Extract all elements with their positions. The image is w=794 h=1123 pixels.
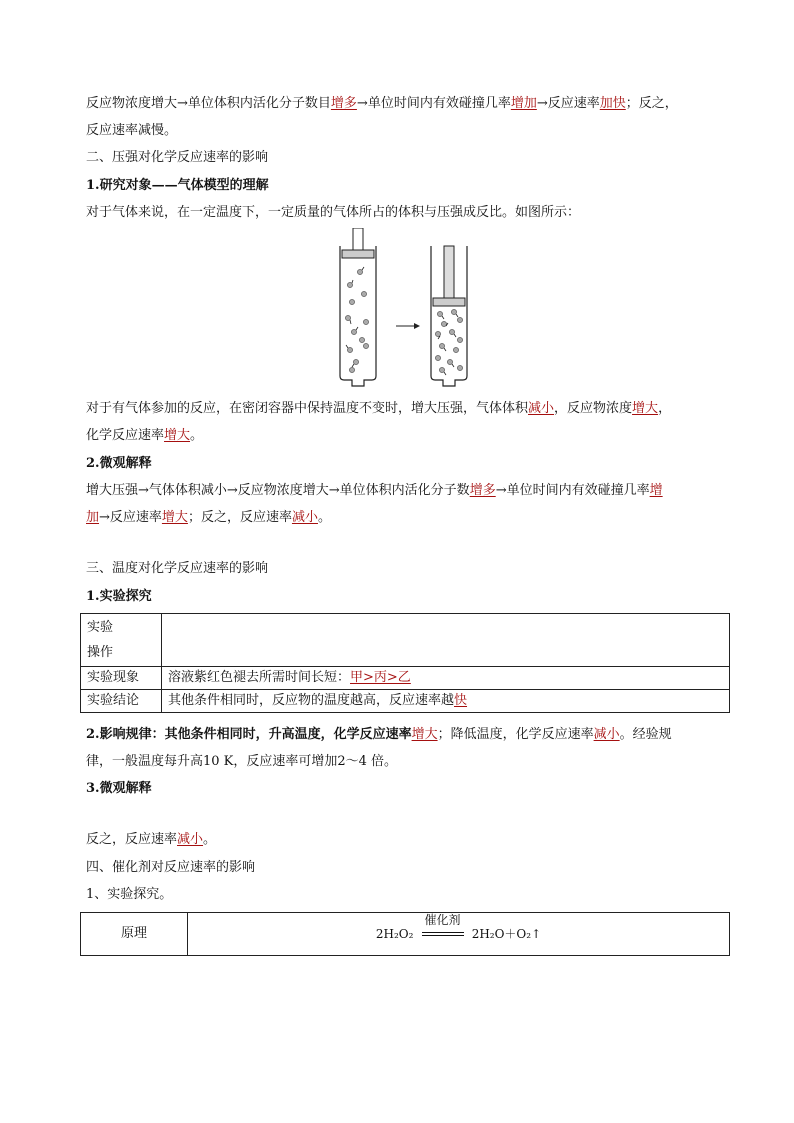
- table-row: [81, 690, 730, 713]
- answer-blank: 增大: [161, 510, 188, 525]
- answer-blank: 增: [649, 483, 663, 498]
- subheading-micro-explanation: 2.微观解释: [86, 456, 152, 471]
- pressure-effect-line1: 对于有气体参加的反应，在密闭容器中保持温度不变时，增大压强，气体体积减小，反应物浓度增大，: [86, 401, 672, 416]
- micro-explanation-line1: 增大压强→气体体积减小→反应物浓度增大→单位体积内活化分子数增多→单位时间内有效碰撞几率增: [86, 483, 663, 498]
- catalyst-label: 催化剂: [424, 913, 461, 927]
- cylinder-high-pressure: [431, 246, 467, 386]
- table-value-phenomenon: 溶液紫红色褪去所需时间长短：甲>丙>乙: [162, 667, 730, 690]
- answer-blank: 加快: [599, 96, 626, 111]
- answer-blank: 减小: [593, 727, 620, 742]
- table-row: [81, 614, 730, 667]
- answer-blank: 增大: [164, 428, 191, 443]
- answer-blank: 增加: [510, 96, 537, 111]
- paragraph-concentration: 反应物浓度增大→单位体积内活化分子数目增多→单位时间内有效碰撞几率增加→反应速率加快；反之，: [86, 96, 678, 111]
- answer-blank: 快: [454, 693, 468, 708]
- micro-explanation-line2: 加→反应速率增大；反之，反应速率减小。: [86, 510, 331, 525]
- gas-piston-diagram: [330, 228, 470, 390]
- temperature-rule-line1: 2.影响规律：其他条件相同时，升高温度，化学反应速率增大；降低温度，化学反应速率减小。经验规: [86, 727, 672, 742]
- section-title-pressure: 二、压强对化学反应速率的影响: [86, 150, 269, 165]
- temperature-rule-line2: 律，一般温度每升高10 K，反应速率可增加2～4 倍。: [86, 754, 398, 769]
- answer-blank: 加: [86, 510, 100, 525]
- subheading-catalyst-experiment: 1、实验探究。: [86, 887, 173, 902]
- answer-blank: 增多: [469, 483, 496, 498]
- table-row: [81, 667, 730, 690]
- answer-blank: 甲>丙>乙: [350, 670, 411, 685]
- cylinder-low-pressure: [340, 228, 376, 386]
- section-title-catalyst: 四、催化剂对反应速率的影响: [86, 860, 256, 875]
- table-value-operation: [162, 614, 730, 667]
- table-label-operation: 实验 操作: [81, 614, 162, 667]
- catalyst-arrow: [422, 913, 464, 936]
- catalyst-table: [80, 912, 730, 956]
- answer-blank: 减小: [528, 401, 555, 416]
- answer-blank: 减小: [177, 832, 204, 847]
- equation-reactant: 2H₂O₂: [375, 926, 414, 941]
- subheading-micro-explanation-temp: 3.微观解释: [86, 781, 152, 796]
- answer-blank: 增大: [632, 401, 659, 416]
- compression-arrow: [396, 323, 420, 329]
- section-title-temperature: 三、温度对化学反应速率的影响: [86, 561, 269, 576]
- table-label-phenomenon: 实验现象: [81, 667, 162, 690]
- table-label-conclusion: 实验结论: [81, 690, 162, 713]
- table-label-principle: 原理: [81, 913, 188, 956]
- pressure-effect-line2: 化学反应速率增大。: [86, 428, 204, 443]
- equation-product: 2H₂O＋O₂↑: [471, 926, 542, 941]
- gas-model-description: 对于气体来说，在一定温度下，一定质量的气体所占的体积与压强成反比。如图所示：: [86, 205, 581, 220]
- table-value-conclusion: 其他条件相同时，反应物的温度越高，反应速率越快: [162, 690, 730, 713]
- answer-blank: 减小: [291, 510, 318, 525]
- reaction-equation: [188, 913, 730, 956]
- subheading-research-object: 1.研究对象——气体模型的理解: [86, 178, 269, 193]
- temperature-micro-line: 反之，反应速率减小。: [86, 832, 217, 847]
- subheading-experiment: 1.实验探究: [86, 589, 152, 604]
- answer-blank: 增大: [411, 727, 438, 742]
- answer-blank: 增多: [330, 96, 357, 111]
- paragraph-concentration-end: 反应速率减慢。: [86, 123, 178, 138]
- temperature-experiment-table: [80, 613, 730, 713]
- table-row: [81, 913, 730, 956]
